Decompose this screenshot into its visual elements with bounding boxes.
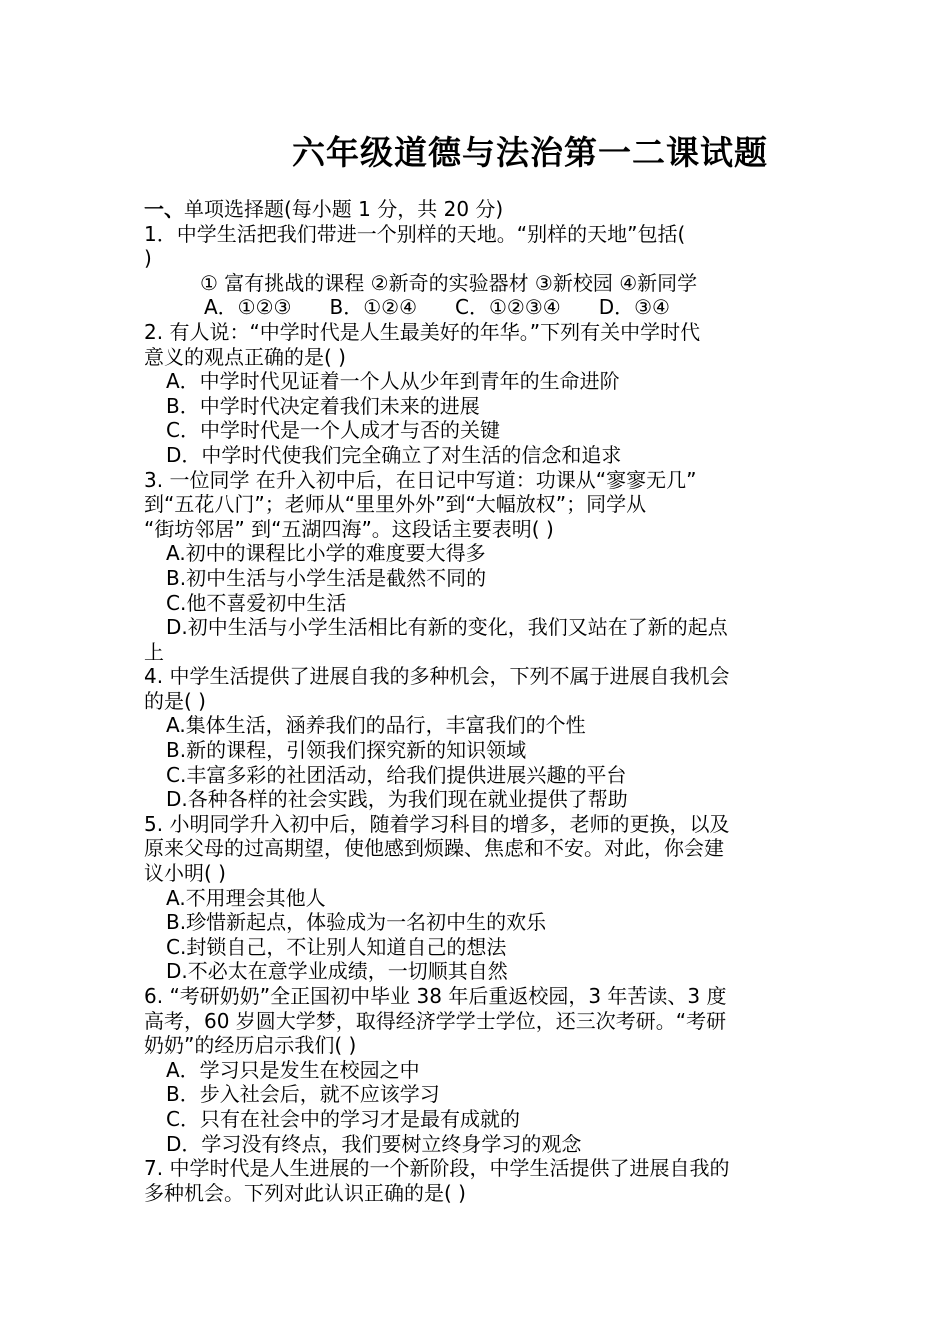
question-7 xyxy=(144,1156,816,1205)
option-a: A.初中的课程比小学的难度要大得多 xyxy=(166,541,486,566)
question-items: ① 富有挑战的课程 ②新奇的实验器材 ③新校园 ④新同学 xyxy=(200,270,698,295)
option-a: A.不用理会其他人 xyxy=(166,885,326,910)
question-6 xyxy=(144,984,816,1156)
page-title: 六年级道德与法治第一二课试题 xyxy=(292,133,768,172)
question-5 xyxy=(144,812,816,984)
option-d-continued: 上 xyxy=(144,639,164,664)
option-a: A．学习只是发生在校园之中 xyxy=(166,1057,420,1082)
option-a: A.集体生活，涵养我们的品行，丰富我们的个性 xyxy=(166,713,586,738)
option-b: B．步入社会后，就不应该学习 xyxy=(166,1082,440,1107)
option-d: D.不必太在意学业成绩，一切顺其自然 xyxy=(166,959,508,984)
option-a: A．中学时代见证着一个人从少年到青年的生命进阶 xyxy=(166,369,620,394)
exam-body xyxy=(144,197,816,1205)
option-c: C．中学时代是一个人成才与否的关键 xyxy=(166,418,500,443)
question-2 xyxy=(144,320,816,468)
question-line: 6. “考研奶奶”全正国初中毕业 38 年后重返校园，3 年苦读、3 度 xyxy=(144,984,727,1008)
question-3 xyxy=(144,468,816,665)
question-1 xyxy=(144,222,816,320)
question-line: 5. 小明同学升入初中后，随着学习科目的增多，老师的更换，以及 xyxy=(144,811,730,836)
question-line: 3. 一位同学 在升入初中后，在日记中写道：功课从“寥寥无几” xyxy=(144,467,697,492)
question-line: 议小明( ) xyxy=(144,861,226,886)
question-line: 高考，60 岁圆大学梦，取得经济学学士学位，还三次考研。“考研 xyxy=(144,1008,727,1033)
question-line: 奶奶”的经历启示我们( ) xyxy=(144,1033,357,1058)
option-c: C．只有在社会中的学习才是最有成就的 xyxy=(166,1106,520,1131)
option-d: D.初中生活与小学生活相比有新的变化，我们又站在了新的起点 xyxy=(166,615,728,640)
option-b: B．中学时代决定着我们未来的进展 xyxy=(166,393,480,418)
option-c: C.他不喜爱初中生活 xyxy=(166,590,347,615)
section-text: 单项选择题(每小题 1 分，共 20 分) xyxy=(184,197,504,221)
option-c: C.丰富多彩的社团活动，给我们提供进展兴趣的平台 xyxy=(166,762,627,787)
question-4 xyxy=(144,664,816,812)
question-line: 的是( ) xyxy=(144,688,206,713)
question-line: 原来父母的过高期望，使他感到烦躁、焦虑和不安。对此，你会建 xyxy=(144,836,724,861)
choice-b: B．①②④ xyxy=(329,295,417,320)
option-d: D．学习没有终点，我们要树立终身学习的观念 xyxy=(166,1131,582,1156)
option-b: B.初中生活与小学生活是截然不同的 xyxy=(166,565,487,590)
question-line: 到“五花八门”；老师从“里里外外”到“大幅放权”；同学从 xyxy=(144,492,647,517)
choice-d: D．③④ xyxy=(598,295,670,320)
question-line: “街坊邻居” 到“五湖四海”。这段话主要表明( ) xyxy=(144,516,554,541)
choice-c: C．①②③④ xyxy=(455,295,561,320)
option-c: C.封锁自己，不让别人知道自己的想法 xyxy=(166,934,507,959)
question-line: 7. 中学时代是人生进展的一个新阶段，中学生活提供了进展自我的 xyxy=(144,1156,730,1181)
option-b: B.珍惜新起点，体验成为一名初中生的欢乐 xyxy=(166,910,547,935)
answer-choices xyxy=(144,295,816,320)
question-line: 2. 有人说：“中学时代是人生最美好的年华。”下列有关中学时代 xyxy=(144,319,701,344)
question-line: 意义的观点正确的是( ) xyxy=(144,344,346,369)
question-line: 4. 中学生活提供了进展自我的多种机会，下列不属于进展自我机会 xyxy=(144,664,730,689)
choice-a: A．①②③ xyxy=(204,295,292,320)
option-d: D．中学时代使我们完全确立了对生活的信念和追求 xyxy=(166,442,622,467)
section-heading xyxy=(144,197,816,222)
section-prefix: 一、 xyxy=(144,197,184,221)
question-line: 多种机会。下列对此认识正确的是( ) xyxy=(144,1180,466,1205)
question-line: 1．中学生活把我们带进一个别样的天地。“别样的天地”包括( xyxy=(144,221,686,246)
question-line: ) xyxy=(144,246,152,271)
option-b: B.新的课程，引领我们探究新的知识领域 xyxy=(166,738,527,763)
option-d: D.各种各样的社会实践，为我们现在就业提供了帮助 xyxy=(166,787,628,812)
